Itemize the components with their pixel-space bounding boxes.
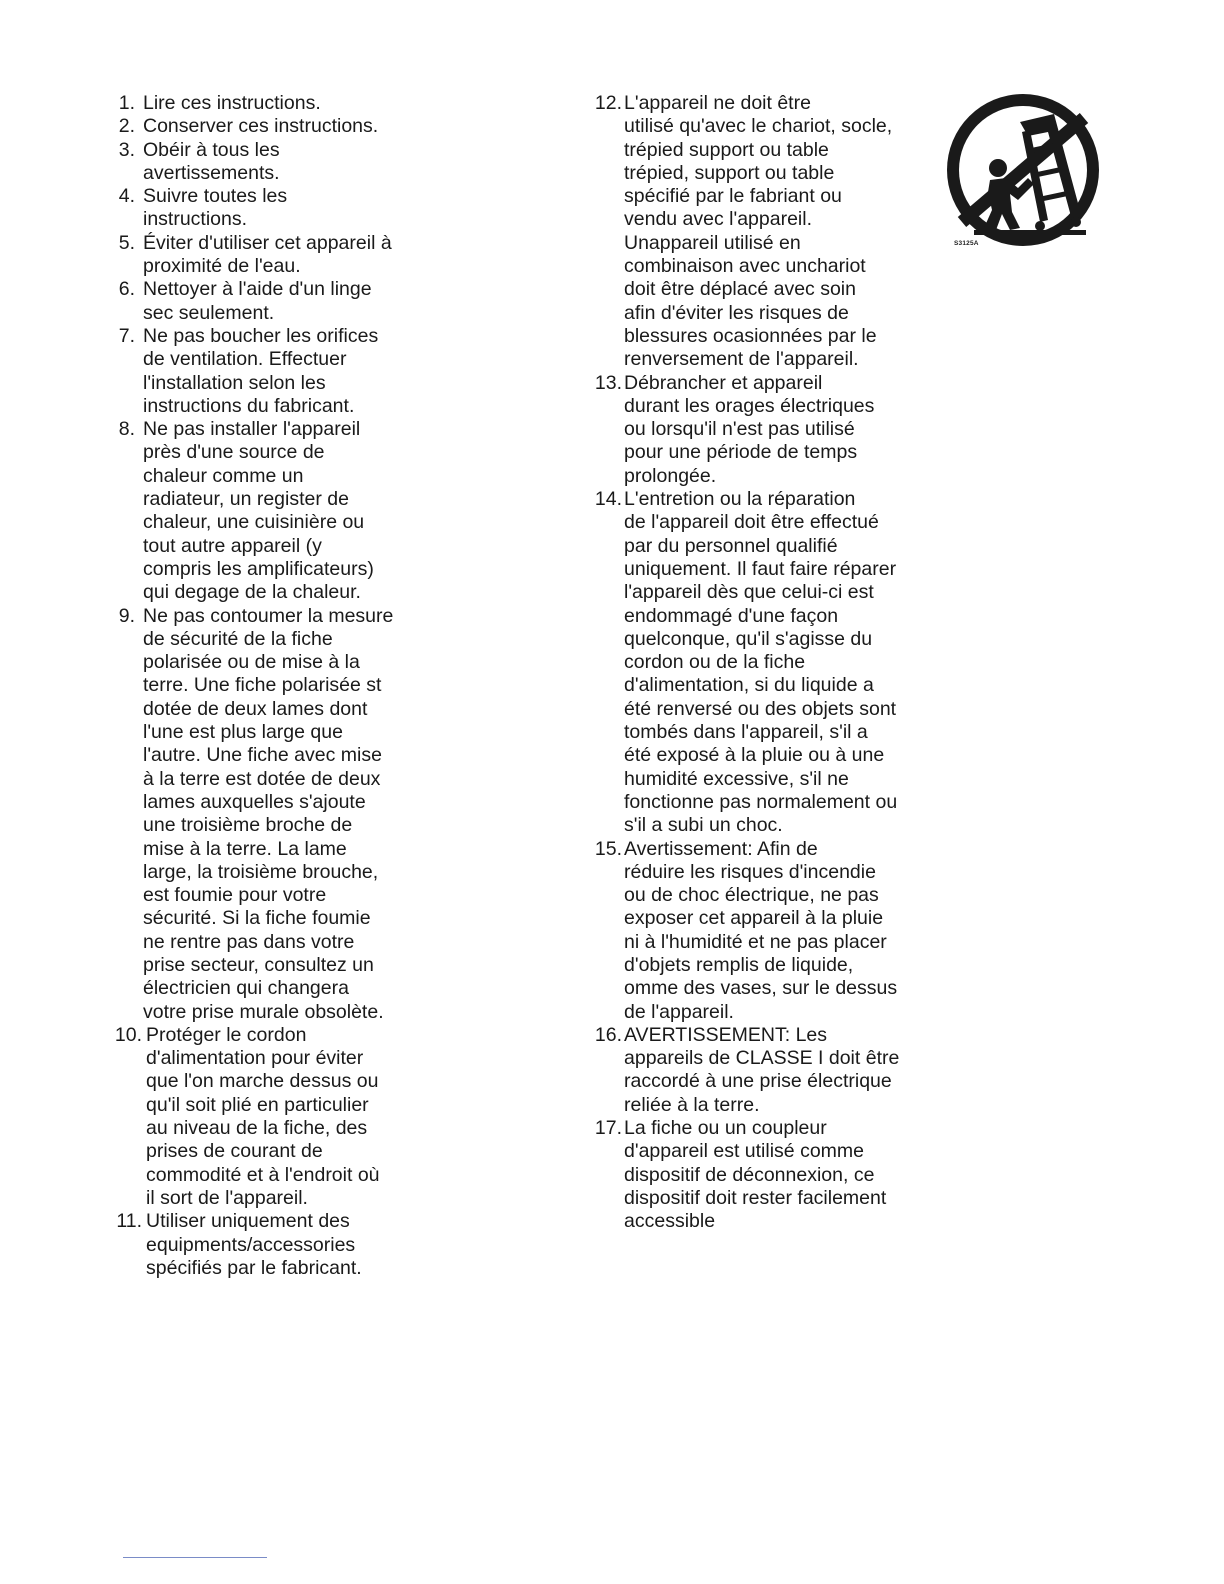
item-number: 14.: [594, 488, 622, 511]
item-text: Ne pas installer l'appareil près d'une source de chaleur comme un radiateur, un register de chaleur, une cuisinière ou tout autre appareil (y compris les amplificateurs) qui degage de la chaleur.: [143, 418, 374, 604]
item-number: 13.: [594, 371, 622, 394]
item-text: Éviter d'utiliser cet appareil à proximité de l'eau.: [143, 231, 392, 278]
item-number: 6.: [118, 278, 135, 301]
instruction-item-11: [113, 1210, 433, 1280]
cart-symbol-code: S3125A: [954, 240, 979, 247]
instruction-item-8: [113, 418, 433, 604]
item-number: 12.: [594, 92, 622, 114]
item-number: 10.: [114, 1023, 142, 1046]
item-number: 3.: [118, 138, 135, 161]
item-text: Conserver ces instructions.: [143, 115, 379, 138]
item-number: 7.: [118, 324, 135, 347]
instruction-item-13: [592, 372, 932, 488]
instruction-item-12: [592, 92, 932, 372]
instruction-item-5: [113, 232, 433, 279]
instruction-item-10: [113, 1024, 433, 1210]
instruction-item-9: [113, 605, 433, 1024]
item-text: Protéger le cordon d'alimentation pour éviter que l'on marche dessus ou qu'il soit plié en particulier au niveau de la fiche, des prises de courant de commodité et à l'endroit où il sort de l'appareil.: [146, 1023, 380, 1209]
item-text: La fiche ou un coupleur d'appareil est utilisé comme dispositif de déconnexion, ce dispositif doit rester facilement accessible: [624, 1117, 887, 1233]
instructions-right-column: [592, 92, 932, 1234]
item-number: 4.: [118, 185, 135, 208]
instruction-item-15: [592, 838, 932, 1024]
instruction-item-6: [113, 278, 433, 325]
item-number: 9.: [118, 604, 135, 627]
instruction-item-14: [592, 488, 932, 837]
item-number: 5.: [118, 231, 135, 254]
item-text: Débrancher et appareil durant les orages électriques ou lorsqu'il n'est pas utilisé pour une période de temps prolongée.: [624, 371, 875, 487]
item-text: Suivre toutes les instructions.: [143, 185, 288, 231]
item-number: 15.: [594, 837, 622, 860]
item-text: L'appareil ne doit être utilisé qu'avec le chariot, socle, trépied support ou table trépied, support ou table spécifié par le fabriant ou vendu avec l'appareil. Unappareil utilisé en combinaison avec unchariot doit être déplacé avec soin afin d'éviter les risques de blessures ocasionnées par le renversement de l'appareil.: [624, 92, 893, 371]
item-number: 17.: [594, 1117, 622, 1140]
footer-divider: [123, 1557, 267, 1558]
item-text: Ne pas boucher les orifices de ventilation. Effectuer l'installation selon les instructions du fabricant.: [143, 324, 379, 417]
instruction-item-16: [592, 1024, 932, 1117]
item-text: Obéir à tous les avertissements.: [143, 138, 280, 184]
item-text: AVERTISSEMENT: Les appareils de CLASSE I doit être raccordé à une prise électrique reliée à la terre.: [624, 1023, 900, 1116]
item-text: Nettoyer à l'aide d'un linge sec seulement.: [143, 278, 372, 324]
cart-tip-over-warning-icon: [944, 92, 1102, 252]
item-text: Ne pas contoumer la mesure de sécurité de la fiche polarisée ou de mise à la terre. Une fiche polarisée st dotée de deux lames dont l'une est plus large que l'autre. Une fiche avec mise à la terre est dotée de deux lames auxquelles s'ajoute une troisième broche de mise à la terre. La lame large, la troisième brouche, est foumie pour votre sécurité. Si la fiche foumie ne rentre pas dans votre prise secteur, consultez un électricien qui changera votre prise murale obsolète.: [143, 604, 394, 1023]
item-number: 8.: [118, 418, 135, 441]
item-number: 1.: [118, 92, 135, 114]
instruction-item-3: [113, 139, 433, 186]
item-number: 2.: [118, 115, 135, 138]
instruction-item-1: [113, 92, 433, 115]
instruction-item-17: [592, 1117, 932, 1233]
instruction-item-7: [113, 325, 433, 418]
item-text: Lire ces instructions.: [143, 92, 321, 114]
item-number: 16.: [594, 1023, 622, 1046]
instruction-item-4: [113, 185, 433, 232]
item-text: Utiliser uniquement des equipments/accessories spécifiés par le fabricant.: [146, 1210, 362, 1279]
item-text: L'entretion ou la réparation de l'appareil doit être effectué par du personnel qualifié uniquement. Il faut faire réparer l'appareil dès que celui-ci est endommagé d'une façon quelconque, qu'il s'agisse du cordon ou de la fiche d'alimentation, si du liquide a été renversé ou des objets sont tombés dans l'appareil, s'il a été exposé à la pluie ou à une humidité excessive, s'il ne fonctionne pas normalement ou s'il a subi un choc.: [624, 488, 898, 837]
instruction-item-2: [113, 115, 433, 138]
item-text: Avertissement: Afin de réduire les risques d'incendie ou de choc électrique, ne pas exposer cet appareil à la pluie ni à l'humidité et ne pas placer d'objets remplis de liquide, omme des vases, sur le dessus de l'appareil.: [624, 837, 898, 1023]
instructions-left-column: [113, 92, 433, 1280]
item-number: 11.: [116, 1210, 142, 1233]
